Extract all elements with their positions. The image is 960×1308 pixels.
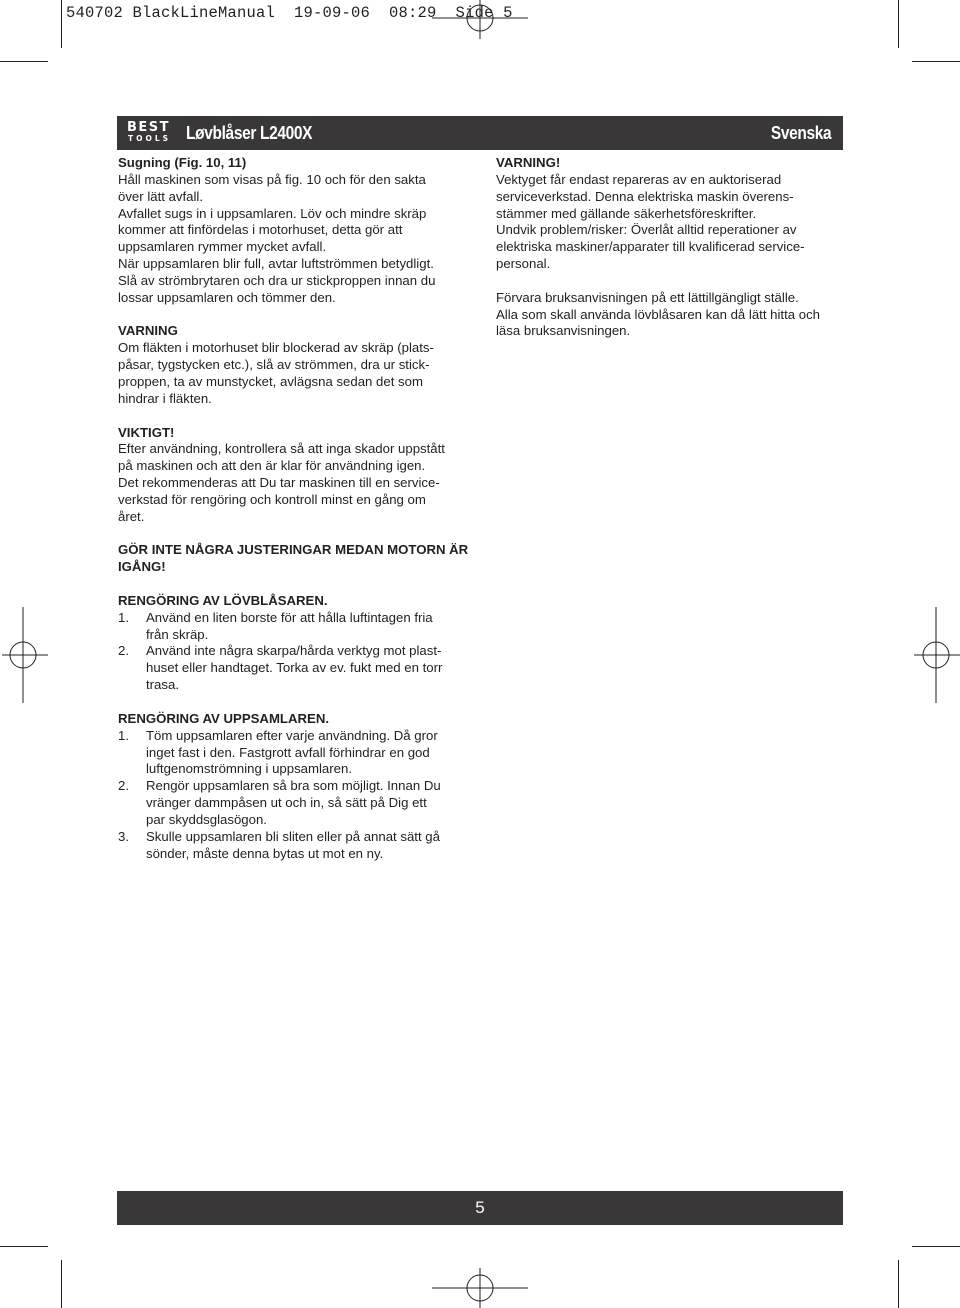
text-line: När uppsamlaren blir full, avtar luftströmmen betydligt. [118, 256, 434, 272]
text-line: Rengör uppsamlaren så bra som möjligt. Innan Du [146, 778, 441, 794]
header-bar [117, 116, 843, 150]
text-line: luftgenomströmning i uppsamlaren. [146, 761, 352, 777]
print-slug: 540702 BlackLineManual 19-09-06 08:29 Side 5 [66, 4, 513, 22]
text-line: inget fast i den. Fastgrott avfall förhindrar en god [146, 744, 430, 760]
product-title: Løvblåser L2400X [186, 123, 313, 143]
crop-mark [912, 61, 960, 62]
crop-mark [898, 0, 899, 48]
text-line: läsa bruksanvisningen. [496, 323, 631, 339]
text-line: kommer att finfördelas i motorhuset, detta gör att [118, 222, 403, 238]
text-line: Använd en liten borste för att hålla luftintagen fria [146, 609, 433, 625]
page-number: 5 [475, 1198, 485, 1217]
clean-blower-heading: RENGÖRING AV LÖVBLÅSAREN. [118, 592, 328, 608]
no-adjust-warning: IGÅNG! [118, 559, 166, 575]
warning-heading: VARNING! [496, 155, 561, 170]
crop-mark [0, 1246, 48, 1247]
crop-mark [0, 61, 48, 62]
registration-mark-left [2, 607, 48, 703]
warning-heading: VARNING [118, 323, 178, 339]
text-line: sönder, måste denna bytas ut mot en ny. [146, 845, 384, 861]
list-item: 1. Använd en liten borste för att hålla luftintagen fria från skräp. [118, 610, 478, 644]
text-line: hindrar i fläkten. [118, 390, 212, 406]
crop-mark [898, 1260, 899, 1308]
text-line: trasa. [146, 677, 179, 693]
list-item: 2. Rengör uppsamlaren så bra som möjligt. Innan Du vränger dammpåsen ut och in, så sätt på Dig ett par skyddsglasögon. [118, 778, 478, 829]
text-line: påsar, tygstycken etc.), slå av strömmen, dra ur stick- [118, 357, 430, 373]
right-column [496, 155, 846, 340]
text-line: personal. [496, 256, 551, 272]
text-line: Skulle uppsamlaren bli sliten eller på annat sätt gå [146, 828, 440, 844]
text-line: Förvara bruksanvisningen på ett lättillgängligt ställe. [496, 289, 799, 305]
text-line: Töm uppsamlaren efter varje användning. Då gror [146, 727, 438, 743]
text-line: proppen, ta av munstycket, avlägsna sedan det som [118, 373, 423, 389]
clean-collector-heading: RENGÖRING AV UPPSAMLAREN. [118, 710, 330, 726]
text-line: över lätt avfall. [118, 188, 204, 204]
text-line: Undvik problem/risker: Överlåt alltid reperationer av [496, 222, 797, 238]
suction-heading: Sugning (Fig. 10, 11) [118, 155, 247, 170]
text-line: stämmer med gällande säkerhetsföreskrifter. [496, 205, 757, 221]
important-heading: VIKTIGT! [118, 424, 175, 440]
text-line: Om fläkten i motorhuset blir blockerad av skräp (plats- [118, 340, 434, 356]
no-adjust-warning: GÖR INTE NÅGRA JUSTERINGAR MEDAN MOTORN ÄR [118, 542, 469, 558]
text-line: huset eller handtaget. Torka av ev. fukt med en torr [146, 660, 443, 676]
crop-mark [61, 1260, 62, 1308]
text-line: Slå av strömbrytaren och dra ur stickproppen innan du [118, 272, 436, 288]
list-item: 3. Skulle uppsamlaren bli sliten eller på annat sätt gå sönder, måste denna bytas ut mot en ny. [118, 829, 478, 863]
crop-mark [912, 1246, 960, 1247]
text-line: Avfallet sugs in i uppsamlaren. Löv och mindre skräp [118, 205, 427, 221]
text-line: Efter användning, kontrollera så att inga skador uppstått [118, 441, 445, 457]
text-line: Alla som skall använda lövblåsaren kan då lätt hitta och [496, 306, 821, 322]
registration-mark-right [914, 607, 960, 703]
list-item: 1. Töm uppsamlaren efter varje användning. Då gror inget fast i den. Fastgrott avfall förhindrar en god luftgenomströmning i uppsamlaren. [118, 728, 478, 779]
text-line: lossar uppsamlaren och tömmer den. [118, 289, 336, 305]
text-line: Använd inte några skarpa/hårda verktyg mot plast- [146, 643, 442, 659]
best-tools-logo: BEST TOOLS [127, 120, 172, 143]
text-line: Håll maskinen som visas på fig. 10 och för den sakta [118, 171, 426, 187]
text-line: på maskinen och att den är klar för användning igen. [118, 458, 426, 474]
text-line: vränger dammpåsen ut och in, så sätt på Dig ett [146, 795, 427, 811]
text-line: året. [118, 508, 145, 524]
registration-mark-bottom [432, 1268, 528, 1308]
text-line: från skräp. [146, 626, 209, 642]
text-line: elektriska maskiner/apparater till kvalificerad service- [496, 239, 805, 255]
text-line: uppsamlaren rymmer mycket avfall. [118, 239, 327, 255]
language-label: Svenska [770, 123, 831, 143]
footer-bar [117, 1191, 843, 1225]
text-line: Det rekommenderas att Du tar maskinen till en service- [118, 475, 440, 491]
text-line: serviceverkstad. Denna elektriska maskin överens- [496, 188, 794, 204]
left-column [118, 155, 478, 862]
registration-mark-top [432, 0, 528, 39]
list-item: 2. Använd inte några skarpa/hårda verktyg mot plast- huset eller handtaget. Torka av ev. fukt med en torr trasa. [118, 643, 478, 694]
text-line: verkstad för rengöring och kontroll minst en gång om [118, 491, 426, 507]
text-line: Vektyget får endast repareras av en auktoriserad [496, 171, 782, 187]
text-line: par skyddsglasögon. [146, 811, 267, 827]
crop-mark [61, 0, 62, 48]
